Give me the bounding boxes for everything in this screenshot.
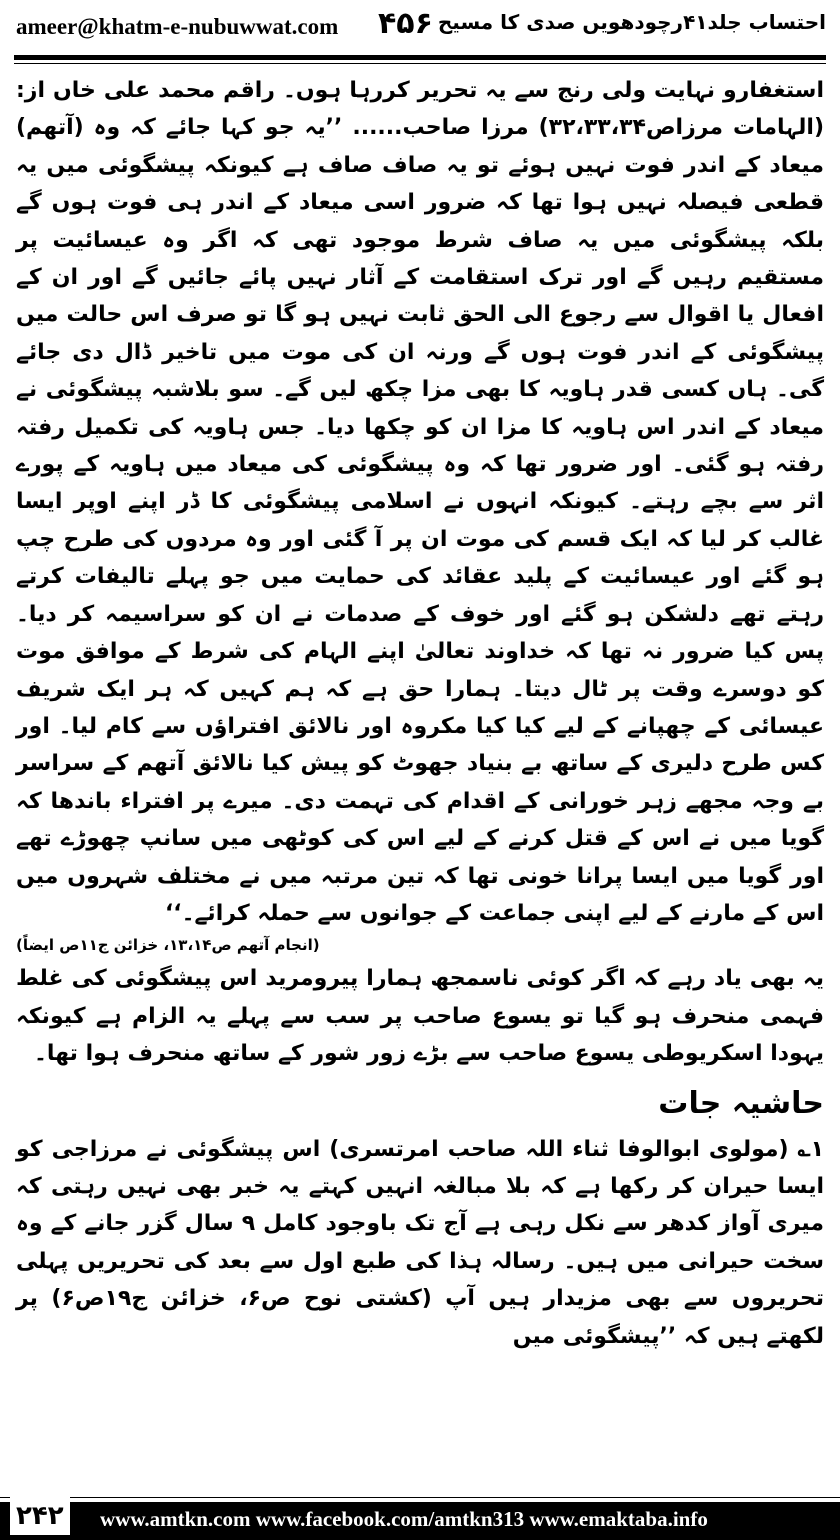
footnote-paragraph: ۱؎ (مولوی ابوالوفا ثناء اللہ صاحب امرتسری) اس پیشگوئی نے مرزاجی کو ایسا حیران کر رکھا ہے کہ بلا مبالغہ انہیں کہتے یہ خبر بھی نہیں رہتی کہ میری آواز کدھر سے نکل رہی ہے آج تک باوجود کامل ۹ سال گزر جانے کے وہ سخت حیرانی میں ہیں۔ رسالہ ہذا کی طبع اول سے بعد کی تحریریں پہلی تحریروں سے بھی مزیدار ہیں آپ (کشتی نوح ص۶، خزائن ج۱۹ص۶) پر لکھتے ہیں کہ ’’پیشگوئی میں: [16, 1136, 824, 1349]
page-header: [0, 0, 840, 58]
header-rule-thick: [14, 55, 826, 60]
source-citation: (انجام آتھم ص۱۳،۱۴، خزائن ج۱۱ص ایضاً): [16, 936, 320, 955]
footer-page-number: ۲۴۲: [10, 1497, 70, 1535]
footer-urls: www.amtkn.com www.facebook.com/amtkn313 www.emaktaba.info: [100, 1507, 708, 1531]
section-heading: حاشیہ جات: [658, 1085, 824, 1121]
header-page-number: ۴۵۶: [378, 6, 433, 41]
body-paragraph-note: یہ بھی یاد رہے کہ اگر کوئی ناسمجھ ہمارا پیرومرید اس پیشگوئی کی غلط فہمی منحرف ہو گیا تو یسوع صاحب پر سب سے پہلے یہ الزام ہے کیونکہ یہودا اسکریوطی یسوع صاحب سے بڑے زور شور کے ساتھ منحرف ہوا تھا۔: [16, 966, 824, 1067]
header-email: ameer@khatm-e-nubuwwat.com: [16, 14, 339, 39]
footer-rule: [0, 1497, 840, 1498]
body-paragraph-quote: استغفارو نہایت ولی رنج سے یہ تحریر کررہا ہوں۔ راقم محمد علی خاں از: (الہامات مرزاص۳۲،۳۳،۳۴) مرزا صاحب...... ’’یہ جو کہا جائے کہ وہ (آتھم) میعاد کے اندر فوت نہیں ہوئے تو یہ صاف صاف ہے کیونکہ پیشگوئی میں یہ قطعی فیصلہ نہیں ہوا تھا کہ ضرور اسی میعاد کے اندر ہی فوت ہوں گے بلکہ پیشگوئی میں یہ صاف شرط موجود تھی کہ اگر وہ عیسائیت پر مستقیم رہیں گے اور ترک استقامت کے آثار نہیں پائے جائیں گے اور ان کے افعال یا اقوال سے رجوع الی الحق ثابت نہیں ہو گا تو صرف اس حالت میں پیشگوئی کے اندر فوت ہوں گے ورنہ ان کی موت میں تاخیر ڈال دی جائے گی۔ ہاں کسی قدر ہاویہ کا بھی مزا چکھ لیں گے۔ سو بلاشبہ پیشگوئی نے میعاد کے اندر اس ہاویہ کا مزا ان کو چکھا دیا۔ جس ہاویہ کی تکمیل رفتہ رفتہ ہو گئی۔ اور ضرور تھا کہ وہ پیشگوئی کی میعاد میں ہاویہ کے پورے اثر سے بچے رہتے۔ کیونکہ انہوں نے اسلامی پیشگوئی کا ڈر اپنے اوپر ایسا غالب کر لیا کہ ایک قسم کی موت ان پر آ گئی اور وہ مردوں کی طرح چپ ہو گئے اور عیسائیت کے پلید عقائد کی حمایت میں جو پہلے تالیفات کرتے رہتے تھے دلشکن ہو گئے اور خوف کے صدمات نے ان کو سراسیمہ کر دیا۔ پس کیا ضرور نہ تھا کہ خداوند تعالیٰ اپنے الہام کی شرط کے موافق موت کو دوسرے وقت پر ٹال دیتا۔ ہمارا حق ہے کہ ہم کہیں کہ ہر ایک شریف عیسائی کے چھپانے کے لیے کیا کیا مکروہ اور نالائق افتراؤں سے کام لیا۔ اور کس طرح دلیری کے ساتھ بے بنیاد جھوٹ کو پیش کیا نالائق آتھم کے سراسر بے وجہ مجھے زہر خورانی کے اقدام کی تہمت دی۔ میرے پر افتراء باندھا کہ گویا میں نے اس کے قتل کرنے کے لیے اس کی کوٹھی میں سانپ چھوڑے تھے اور گویا میں ایسا پرانا خونی تھا کہ تین مرتبہ میں نے مختلف شہروں میں اس کے مارنے کے لیے اپنی جماعت کے جوانوں سے حملہ کرائے۔‘‘: [16, 78, 824, 926]
header-rule-thin: [14, 63, 826, 64]
page-body: [16, 72, 824, 1355]
header-book-title: احتساب جلد۴۱رچودھویں صدی کا مسیح: [437, 10, 826, 34]
